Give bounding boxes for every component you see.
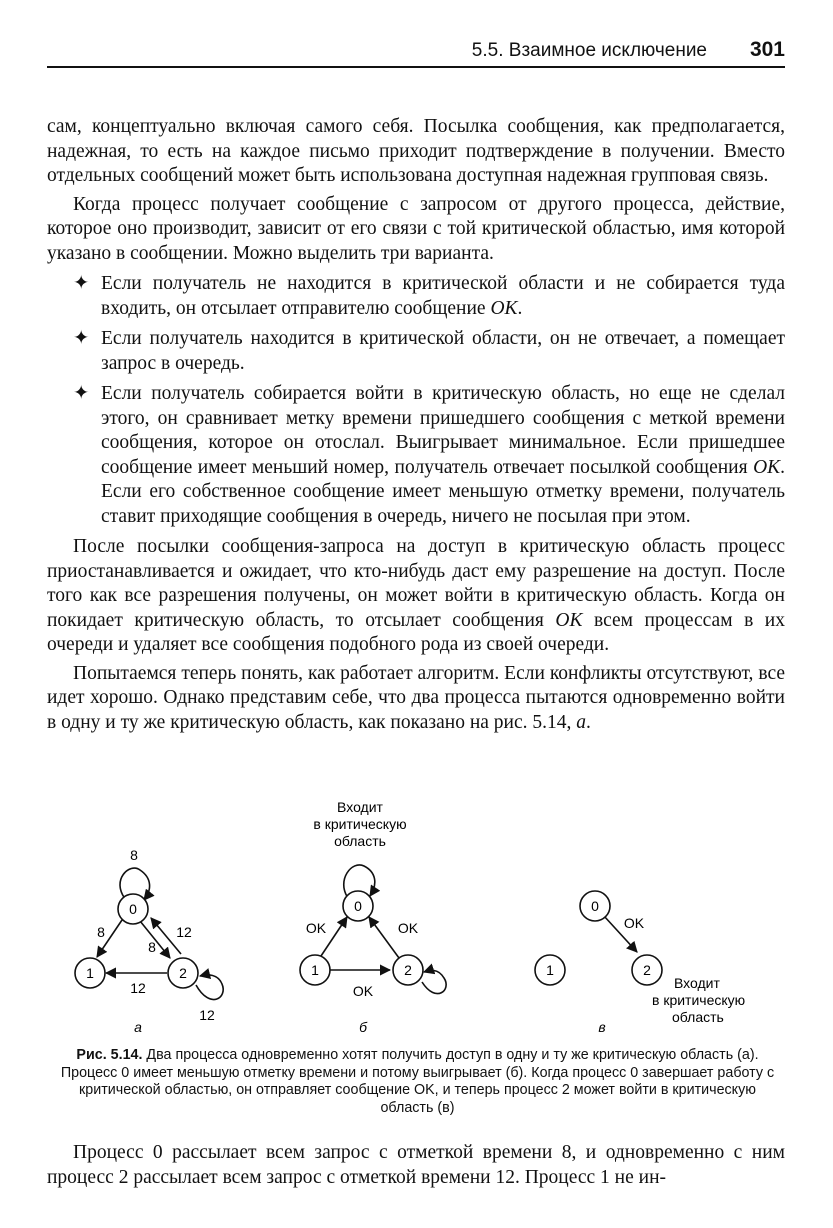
panel-b [300, 799, 446, 1035]
enter-text-line-2: в критическую [313, 816, 407, 832]
paragraph-2: Когда процесс получает сообщение с запросом от другого процесса, действие, которое оно производит, зависит от его связи с той критической областью, имя которой указано в сообщении. Можно выделить три варианта. [47, 193, 785, 264]
figure-ref-label: а [576, 711, 587, 733]
enter-text-line-2: в критическую [652, 992, 746, 1008]
paragraph-4: Попытаемся теперь понять, как работает алгоритм. Если конфликты отсутствуют, все идет хорошо. Однако представим себе, что два процесса пытаются одновременно войти в одну и ту же критическую область, как показано на рис. 5.14, а. [47, 662, 785, 733]
caption-text: Два процесса одновременно хотят получить доступ в одну и ту же критическую область (а). Процесс 0 имеет меньшую отметку времени и потому выигрывает (б). Когда процесс 0 завершает работу с критической областью, он отправляет сообщение OK, и теперь процесс 2 может войти в критическую область (в) [60, 1047, 775, 1116]
ok-term: ОК [555, 609, 583, 631]
svg-text:2: 2 [179, 965, 187, 981]
edge-label-0to2: 8 [148, 939, 156, 955]
panel-label: б [359, 1019, 367, 1035]
body-top [47, 115, 785, 735]
svg-text:1: 1 [86, 965, 94, 981]
paragraph-3: После посылки сообщения-запроса на доступ в критическую область процесс приостанавливается и ожидает, что кто-нибудь даст ему разрешение на доступ. После того как все разрешения получены, он может войти в критическую область. Когда он покидает критическую область, то отсылает сообщения ОК всем процессам в их очереди и удаляет все сообщения подобного рода из своей очереди. [47, 536, 785, 655]
svg-text:2: 2 [404, 962, 412, 978]
bullet-icon: ✦ [73, 383, 90, 404]
edge-2-0 [369, 917, 399, 958]
edge-label-0to1: 8 [97, 924, 105, 940]
page-header [47, 40, 785, 68]
caption-label: Рис. 5.14. [76, 1047, 143, 1063]
ok-term: ОК [753, 456, 781, 478]
figure-5-14 [40, 792, 800, 1052]
svg-text:1: 1 [311, 962, 319, 978]
panel-a [75, 847, 223, 1035]
paragraph-5: Процесс 0 рассылает всем запрос с отметкой времени 8, и одновременно с ним процесс 2 рассылает всем запрос с отметкой времени 12. Процесс 1 не ин- [47, 1142, 785, 1188]
edge-label-2to1: 12 [130, 980, 146, 996]
svg-text:2: 2 [643, 962, 651, 978]
edge-label-1to0: OK [305, 920, 327, 936]
enter-text-line-3: область [334, 833, 386, 849]
panel-label: а [134, 1019, 142, 1035]
edge-label-2to0: 12 [176, 924, 192, 940]
edge-label-0to2: OK [623, 915, 645, 931]
self-loop-2 [422, 970, 446, 993]
body-bottom [47, 1141, 785, 1190]
enter-text-line-3: область [672, 1009, 724, 1025]
panel-label: в [598, 1019, 606, 1035]
edge-label-self0: 8 [130, 847, 138, 863]
svg-text:0: 0 [591, 898, 599, 914]
ok-term: ОК [490, 297, 518, 319]
bullet-item-1: ✦ Если получатель не находится в критической области и не собирается туда входить, он отсылает отправителю сообщение ОК. [73, 273, 785, 319]
figure-diagram [40, 792, 800, 1052]
figure-caption [60, 1047, 775, 1117]
bullet-item-3: ✦ Если получатель собирается войти в критическую область, но еще не сделал этого, он сравнивает метку времени пришедшего сообщения с меткой времени сообщения, которое он отослал. Выигрывает минимальное. Если пришедшее сообщение имеет меньший номер, получатель отвечает посылкой сообщения ОК. Если его собственное сообщение имеет меньшую отметку времени, получатель ставит приходящие сообщения в очередь, ничего не посылая при этом. [73, 383, 785, 527]
enter-text-line-1: Входит [337, 799, 383, 815]
bullet-item-2: ✦ Если получатель находится в критической области, он не отвечает, а помещает запрос в очередь. [73, 328, 785, 374]
svg-text:0: 0 [354, 898, 362, 914]
bullet-icon: ✦ [73, 328, 90, 349]
enter-text-line-1: Входит [674, 975, 720, 991]
edge-label-1to2: OK [352, 983, 374, 999]
edge-label-self2: 12 [199, 1007, 215, 1023]
svg-text:0: 0 [129, 901, 137, 917]
bullet-list [47, 272, 785, 529]
section-title: 5.5. Взаимное исключение [471, 40, 707, 61]
bullet-icon: ✦ [73, 273, 90, 294]
paragraph-1: сам, концептуально включая самого себя. Посылка сообщения, как предполагается, надежная, то есть на каждое письмо приходит подтверждение в получении. Вместо отдельных сообщений может быть использована доступная надежная групповая связь. [47, 116, 785, 186]
self-loop-2 [196, 975, 223, 1000]
panel-c [535, 891, 745, 1035]
edge-label-2to0: OK [397, 920, 419, 936]
svg-text:1: 1 [546, 962, 554, 978]
page-number: 301 [749, 38, 785, 61]
